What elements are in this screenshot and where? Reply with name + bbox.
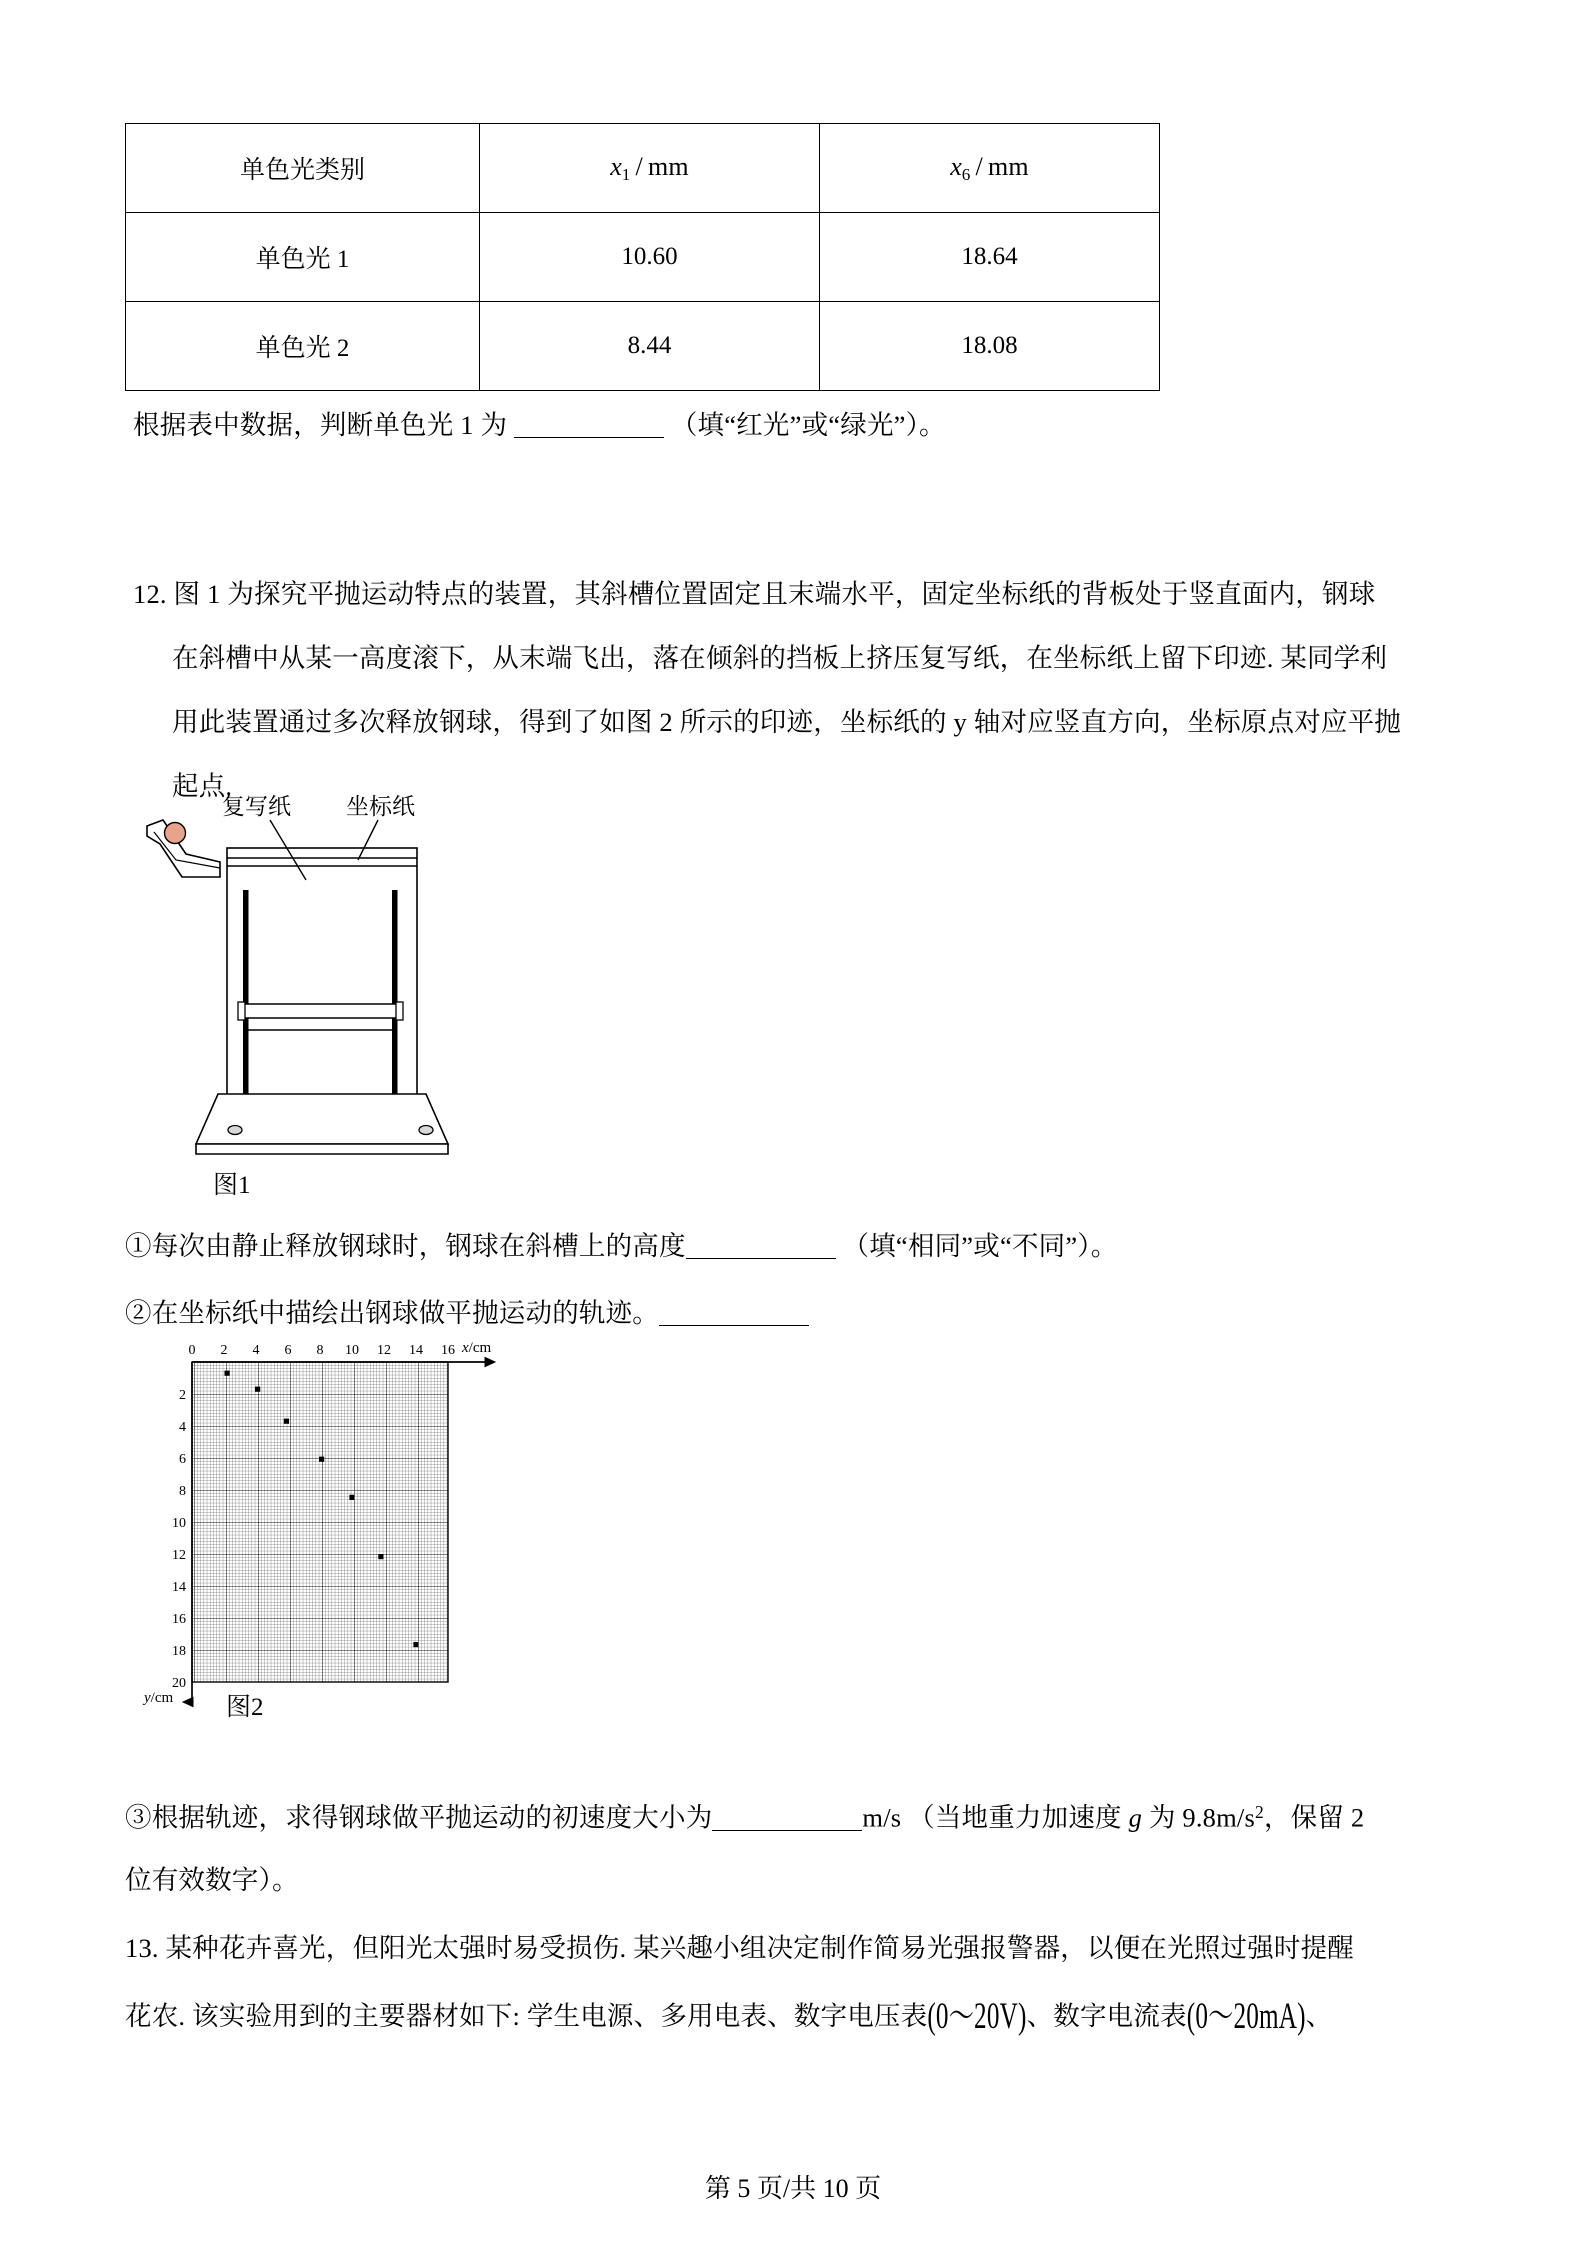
figure-2-caption: 图2 xyxy=(226,1694,264,1721)
q13-line2-a: 花农. 该实验用到的主要器材如下: 学生电源、多用电表、数字电压表 xyxy=(125,2001,928,2031)
x1-unit: mm xyxy=(647,151,689,181)
table-header-cell-x6 xyxy=(820,124,1160,213)
question-12-line-3: 用此装置通过多次释放钢球，得到了如图 2 所示的印迹，坐标纸的 y 轴对应竖直方向，坐标原点对应平抛 xyxy=(172,707,1401,737)
data-point xyxy=(413,1642,418,1647)
data-point xyxy=(378,1554,383,1559)
y-axis-label: y/cm xyxy=(144,1690,174,1706)
question-12-line-4: 起点. xyxy=(172,771,233,801)
item-1-tail-text: （填“相同”或“不同”）。 xyxy=(842,1231,1118,1261)
q11-tail-text: （填“红光”或“绿光”）。 xyxy=(670,410,946,440)
item-3-unit-text: m/s xyxy=(862,1802,902,1833)
monochromatic-light-table-wrapper xyxy=(125,123,1159,391)
row-label-light-2: 单色光 2 xyxy=(126,302,480,391)
base-plate-top xyxy=(196,1094,448,1144)
question-12-item-3 xyxy=(125,1780,1364,1850)
x1-header-math: $x_1$ / mm xyxy=(610,151,689,184)
trajectory-plot-svg xyxy=(130,1330,530,1706)
x6-header-math: $x_6$ / mm xyxy=(950,151,1029,184)
y-tick-4: 4 xyxy=(179,1420,186,1435)
x-tick-6: 6 xyxy=(284,1343,292,1358)
x-tick-2: 2 xyxy=(220,1343,228,1358)
item-1-answer-blank[interactable] xyxy=(686,1258,836,1259)
question-12-line-1: 12. 图 1 为探究平抛运动特点的装置，其斜槽位置固定且末端水平，固定坐标纸的背板处于竖直面内，钢球 xyxy=(133,579,1376,609)
row-label-light-1: 单色光 1 xyxy=(126,213,480,302)
q13-line2-c: 、 xyxy=(1305,2001,1333,2031)
table-header-cell-x1 xyxy=(480,124,820,213)
item-3-paren-c: ，保留 2 xyxy=(1263,1802,1365,1833)
label-graph-paper: 坐标纸 xyxy=(346,794,415,819)
question-11-tail-sentence xyxy=(133,393,946,457)
y-tick-6: 6 xyxy=(179,1452,186,1467)
leveling-screw-right xyxy=(419,1126,433,1135)
figure-1-caption: 图1 xyxy=(213,1172,251,1199)
x-tick-16: 16 xyxy=(441,1343,455,1358)
data-point xyxy=(225,1371,230,1376)
y-tick-20: 20 xyxy=(172,1676,186,1691)
baffle-right-clamp xyxy=(396,1002,403,1020)
backing-board xyxy=(227,848,417,1098)
x1-subscript: 1 xyxy=(621,164,631,184)
graph-paper-area xyxy=(192,1362,448,1682)
figure-2-trajectory-plot xyxy=(130,1330,530,1706)
right-vertical-rail xyxy=(392,890,398,1095)
table-row xyxy=(126,213,1160,302)
steel-ball xyxy=(165,823,186,844)
x6-subscript: 6 xyxy=(961,164,971,184)
table-row xyxy=(126,302,1160,391)
x6-unit: mm xyxy=(987,151,1029,181)
major-gridlines xyxy=(192,1362,448,1682)
y-tick-2: 2 xyxy=(179,1388,186,1403)
question-13-line-1: 13. 某种花卉喜光，但阳光太强时易受损伤. 某兴趣小组决定制作简易光强报警器，以便在光照过强时提醒 xyxy=(125,1933,1354,1963)
q13-voltmeter-range: (0～20V) xyxy=(927,1997,1027,2037)
y-tick-12: 12 xyxy=(172,1548,186,1563)
item-3-g-symbol: g xyxy=(1128,1802,1143,1833)
data-point xyxy=(284,1419,289,1424)
q13-line2-b: 、数字电流表 xyxy=(1026,2001,1187,2031)
page-number-text: 第 5 页/共 10 页 xyxy=(704,2174,882,2203)
item-3-exponent: 2 xyxy=(1254,1802,1264,1822)
y-tick-10: 10 xyxy=(172,1516,186,1531)
x-tick-8: 8 xyxy=(316,1343,324,1358)
x-tick-12: 12 xyxy=(377,1343,391,1358)
data-point xyxy=(349,1495,354,1500)
data-point xyxy=(319,1457,324,1462)
item-2-text: ②在坐标纸中描绘出钢球做平抛运动的轨迹。 xyxy=(125,1298,659,1328)
table-header-row xyxy=(126,124,1160,213)
row-value-light-2-x1: 8.44 xyxy=(480,302,820,391)
baffle-left-clamp xyxy=(238,1002,245,1020)
question-13-line-2 xyxy=(125,1984,1332,2050)
question-12-item-1 xyxy=(125,1214,1117,1278)
x-axis-label: x/cm xyxy=(462,1340,492,1356)
x-tick-4: 4 xyxy=(252,1343,260,1358)
question-12-line-2: 在斜槽中从某一高度滚下，从末端飞出，落在倾斜的挡板上挤压复写纸，在坐标纸上留下印迹. 某同学利 xyxy=(172,643,1388,673)
q13-ammeter-range: (0～20mA) xyxy=(1186,1997,1306,2037)
leveling-screw-left xyxy=(228,1126,242,1135)
item-3-paren-b: 为 9.8m/s xyxy=(1142,1802,1255,1833)
data-point xyxy=(255,1387,260,1392)
item-2-answer-blank[interactable] xyxy=(659,1325,809,1326)
page-footer xyxy=(0,2168,1586,2205)
q11-lead-text: 根据表中数据，判断单色光 1 为 xyxy=(133,410,508,440)
item-3-answer-blank[interactable] xyxy=(712,1830,862,1831)
x-tick-labels xyxy=(189,1343,456,1358)
y-tick-16: 16 xyxy=(172,1612,186,1627)
data-table xyxy=(125,123,1160,391)
apparatus-svg xyxy=(130,780,490,1160)
base-plate-edge xyxy=(196,1144,448,1154)
x-tick-14: 14 xyxy=(409,1343,423,1358)
item-3-lead-text: ③根据轨迹，求得钢球做平抛运动的初速度大小为 xyxy=(125,1802,713,1833)
y-tick-18: 18 xyxy=(172,1644,186,1659)
row-value-light-1-x6: 18.64 xyxy=(820,213,1160,302)
table-header-cell-category: 单色光类别 xyxy=(126,124,480,213)
label-carbon-paper: 复写纸 xyxy=(222,794,291,819)
question-12-item-3-line-2: 位有效数字）。 xyxy=(125,1865,299,1895)
row-value-light-1-x1: 10.60 xyxy=(480,213,820,302)
left-vertical-rail xyxy=(243,890,249,1095)
x-tick-10: 10 xyxy=(345,1343,359,1358)
figure-1-apparatus xyxy=(130,780,490,1160)
x1-var: x xyxy=(610,151,622,181)
item-3-paren-a: （当地重力加速度 xyxy=(908,1802,1129,1833)
horizontal-baffle xyxy=(240,1004,401,1018)
x-tick-0: 0 xyxy=(188,1343,196,1358)
row-value-light-2-x6: 18.08 xyxy=(820,302,1160,391)
y-tick-14: 14 xyxy=(172,1580,186,1595)
q11-answer-blank[interactable] xyxy=(514,437,664,438)
y-tick-labels xyxy=(172,1388,186,1691)
y-tick-8: 8 xyxy=(179,1484,186,1499)
x6-var: x xyxy=(950,151,962,181)
item-1-lead-text: ①每次由静止释放钢球时，钢球在斜槽上的高度 xyxy=(125,1231,686,1261)
